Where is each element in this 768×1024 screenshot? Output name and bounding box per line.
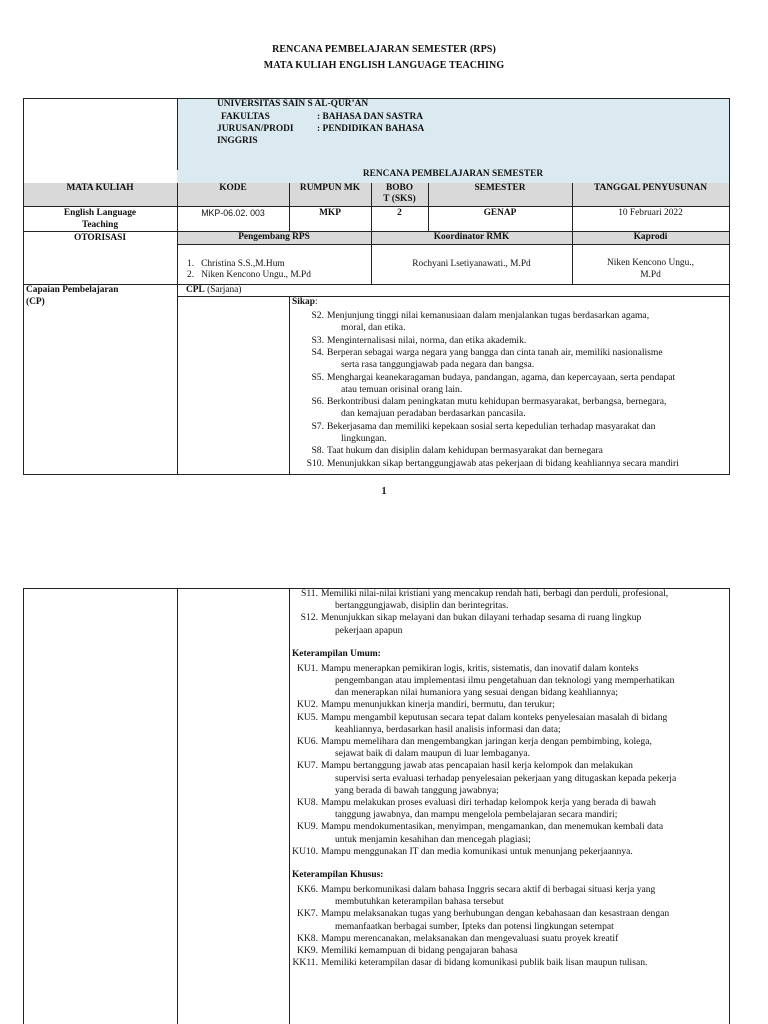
- competency-text: Menunjukkan sikap melayani dan bukan dilayani terhadap sesama di ruang lingkup: [321, 612, 642, 624]
- department-value: : PENDIDIKAN BAHASA: [317, 124, 425, 134]
- competency-text: Mampu mengambil keputusan secara tepat dalam konteks penyelesaian masalah di bidang: [321, 711, 668, 723]
- competency-item: [296, 711, 668, 736]
- competency-code: KU1.: [296, 662, 318, 674]
- competency-text: Mampu memelihara dan mengembangkan jaringan kerja dengan pembimbing, kolega,: [321, 736, 652, 747]
- cp-label-line-2: (CP): [26, 297, 45, 307]
- competency-item: [296, 797, 656, 821]
- otorisasi-label: OTORISASI: [74, 233, 126, 243]
- competency-text: Mampu mendokumentasikan, menyimpan, mengamankan, dan menemukan kembali data: [321, 821, 664, 833]
- competency-item: [300, 612, 642, 636]
- competency-text: Menghargai keanekaragaman budaya, pandangan, agama, dan kepercayaan, serta pendapat: [327, 371, 676, 383]
- competency-item: [296, 760, 677, 797]
- competency-item: [296, 736, 652, 760]
- keterampilan-umum-heading: Keterampilan Umum:: [292, 648, 381, 659]
- university-name: UNIVERSITAS SAIN S AL-QUR’AN: [217, 99, 369, 109]
- competency-text: Mampu merencanakan, melaksanakan dan mengevaluasi suatu proyek kreatif: [321, 932, 619, 944]
- competency-text: Memiliki nilai-nilai kristiani yang mencakup rendah hati, berbagi dan perduli, profesional,: [321, 588, 669, 599]
- competency-text: pekerjaan apapun: [335, 624, 403, 636]
- header-mata-kuliah: MATA KULIAH: [66, 183, 134, 193]
- competency-code: KK7.: [296, 908, 318, 920]
- kaprodi-name-line-2: M.Pd: [640, 270, 661, 280]
- competency-text: yang berada di bawah tanggung jawabnya;: [335, 784, 499, 796]
- competency-text: Menunjukkan sikap bertanggungjawab atas pekerjaan di bidang keahliannya secara mandiri: [327, 457, 679, 469]
- competency-text: lingkungan.: [341, 432, 387, 444]
- competency-text: Taat hukum dan disiplin dalam kehidupan bermasyarakat dan bernegara: [327, 445, 603, 457]
- competency-code: S12.: [300, 612, 318, 624]
- sikap-heading: Sikap:: [292, 297, 318, 307]
- sikap-heading-text: Sikap: [292, 297, 315, 307]
- competency-text: Mampu berkomunikasi dalam bahasa Inggris secara aktif di berbagai situasi kerja yang: [321, 884, 656, 895]
- competency-text: Mampu menggunakan IT dan media komunikasi untuk menunjang pekerjaannya.: [321, 845, 633, 857]
- course-semester: GENAP: [483, 208, 517, 218]
- competency-text: membutuhkan keterampilan bahasa tersebut: [335, 896, 504, 908]
- competency-code: KU10.: [292, 845, 318, 857]
- competency-code: KU6.: [296, 736, 318, 747]
- header-bobot: BOBO: [385, 183, 414, 193]
- competency-code: KU2.: [296, 699, 318, 711]
- competency-item: [311, 445, 603, 457]
- competency-text: atau temuan orisinal orang lain.: [341, 383, 463, 395]
- cpl-label: [186, 285, 241, 297]
- competency-text: Mampu bertanggung jawab atas pencapaian hasil kerja kelompok dan melakukan: [321, 760, 633, 772]
- competency-text: Bekerjasama dan memiliki kepekaan sosial serta kepedulian terhadap masyarakat dan: [327, 420, 656, 432]
- competency-code: S10.: [306, 457, 324, 469]
- competency-text: dan menerapkan nilai humaniora yang sesuai dengan bidang keahliannya;: [335, 687, 618, 699]
- competency-text: Menginternalisasi nilai, norma, dan etika akademik.: [327, 334, 527, 346]
- competency-code: S6.: [311, 396, 324, 408]
- cpl-note: (Sarjana): [207, 285, 242, 295]
- developer-2: 2. Niken Kencono Ungu., M.Pd: [187, 270, 311, 280]
- competency-text: sejawat baik di dalam maupun di luar lembaganya.: [335, 748, 531, 760]
- developer-1: 1. Christina S.S.,M.Hum: [187, 259, 285, 269]
- competency-code: KK8.: [296, 932, 318, 944]
- kaprodi-header: Kaprodi: [633, 232, 668, 242]
- competency-code: S4.: [311, 346, 324, 358]
- department-value-continued: INGGRIS: [217, 136, 258, 146]
- competency-text: serta rasa tanggungjawab pada negara dan bangsa.: [341, 359, 535, 371]
- competency-item: [292, 957, 648, 969]
- course-name-line-2: Teaching: [81, 220, 119, 230]
- competency-code: S5.: [311, 371, 324, 383]
- competency-code: KU9.: [296, 821, 318, 833]
- header-tanggal: TANGGAL PENYUSUNAN: [593, 183, 708, 193]
- pengembang-header: Pengembang RPS: [238, 232, 310, 242]
- course-code: MKP-06.02. 003: [201, 208, 265, 218]
- competency-text: untuk menjamin kesahihan dan mencegah plagiasi;: [335, 833, 531, 845]
- competency-code: KU5.: [296, 711, 318, 723]
- page-number: 1: [381, 486, 387, 497]
- competency-code: KK11.: [292, 957, 318, 969]
- competency-text: Memiliki keterampilan dasar di bidang komunikasi publik baik lisan maupun tulisan.: [321, 957, 648, 969]
- competency-text: tanggung jawabnya, dan mampu mengelola pembelajaran secara mandiri;: [335, 809, 618, 821]
- competency-code: S11.: [301, 588, 318, 599]
- competency-text: Mampu melakukan proses evaluasi diri terhadap kelompok kerja yang berada di bawah: [321, 797, 656, 808]
- kaprodi-name-line-1: Niken Kencono Ungu.,: [607, 258, 694, 268]
- competency-item: [296, 662, 675, 700]
- faculty-label: FAKULTAS: [221, 112, 270, 122]
- competency-item: [296, 884, 656, 908]
- competency-item: [296, 932, 619, 945]
- competency-text: dan kemajuan peradaban berdasarkan pancasila.: [341, 408, 526, 420]
- competency-text: supervisi serta evaluasi terhadap penyelesaian pekerjaan yang ditugaskan kepada pekerja: [335, 772, 677, 784]
- competency-item: [296, 945, 518, 957]
- coordinator-name: Rochyani Lsetiyanawati., M.Pd: [412, 259, 531, 269]
- competency-text: Memiliki kemampuan di bidang pengajaran bahasa: [321, 945, 518, 956]
- competency-item: [296, 821, 664, 845]
- competency-code: S8.: [311, 445, 324, 457]
- competency-text: Mampu menerapkan pemikiran logis, kritis, sistematis, dan inovatif dalam konteks: [321, 662, 639, 674]
- competency-text: Berkontribusi dalam peningkatan mutu kehidupan bermasyarakat, berbangsa, bernegara,: [327, 396, 667, 408]
- competency-text: keahliannya, berdasarkan hasil analisis informasi dan data;: [335, 723, 561, 735]
- competency-code: KK6.: [296, 884, 318, 895]
- koordinator-header: Koordinator RMK: [433, 232, 510, 242]
- competency-item: [311, 310, 650, 335]
- rps-heading: RENCANA PEMBELAJARAN SEMESTER: [362, 169, 544, 179]
- document-subtitle: MATA KULIAH ENGLISH LANGUAGE TEACHING: [263, 60, 505, 71]
- competency-text: Mampu menunjukkan kinerja mandiri, bermutu, dan terukur;: [321, 699, 555, 711]
- competency-code: S2.: [311, 310, 324, 321]
- competency-text: Mampu melaksanakan tugas yang berhubungan dengan kebahasaan dan kesastraan dengan: [321, 908, 670, 920]
- competency-code: S3.: [311, 334, 324, 346]
- course-date: 10 Februari 2022: [618, 208, 683, 218]
- competency-item: [311, 346, 663, 372]
- competency-text: memanfaatkan berbagai sumber, Ipteks dan potensi lingkungan setempat: [335, 920, 614, 932]
- department-label: JURUSAN/PRODI: [217, 124, 294, 134]
- faculty-value: : BAHASA DAN SASTRA: [317, 112, 424, 122]
- cp-label-line-1: Capaian Pembelajaran: [26, 285, 119, 295]
- competency-item: [311, 334, 527, 347]
- competency-code: KK9.: [296, 945, 318, 956]
- competency-item: [296, 699, 555, 711]
- competency-item: [306, 457, 679, 470]
- header-semester: SEMESTER: [474, 183, 526, 193]
- competency-item: [311, 420, 656, 446]
- course-sks: 2: [397, 208, 402, 218]
- competency-text: bertanggungjawab, disiplin dan berintegritas.: [335, 600, 509, 612]
- competency-item: [301, 588, 669, 612]
- competency-item: [292, 845, 633, 858]
- cpl-text: CPL: [186, 285, 205, 295]
- course-name-line-1: English Language: [63, 208, 137, 218]
- course-rumpun: MKP: [319, 208, 341, 218]
- keterampilan-khusus-heading: Keterampilan Khusus:: [292, 870, 384, 880]
- competency-code: KU8.: [296, 797, 318, 808]
- competency-item: [296, 908, 670, 932]
- competency-text: Berperan sebagai warga negara yang bangga dan cinta tanah air, memiliki nasionalisme: [327, 346, 663, 358]
- competency-text: Menjunjung tinggi nilai kemanusiaan dalam menjalankan tugas berdasarkan agama,: [327, 310, 650, 321]
- header-kode: KODE: [219, 183, 247, 193]
- competency-item: [311, 396, 667, 421]
- competency-item: [311, 371, 676, 397]
- document-title: RENCANA PEMBELAJARAN SEMESTER (RPS): [272, 44, 496, 55]
- header-rumpun-mk: RUMPUN MK: [299, 183, 361, 193]
- competency-text: moral, dan etika.: [341, 322, 406, 334]
- header-sks: T (SKS): [383, 194, 416, 204]
- competency-text: pengembangan atau implementasi ilmu pengetahuan dan teknologi yang memperhatikan: [335, 675, 675, 686]
- competency-code: KU7.: [296, 760, 318, 772]
- competency-code: S7.: [311, 420, 324, 432]
